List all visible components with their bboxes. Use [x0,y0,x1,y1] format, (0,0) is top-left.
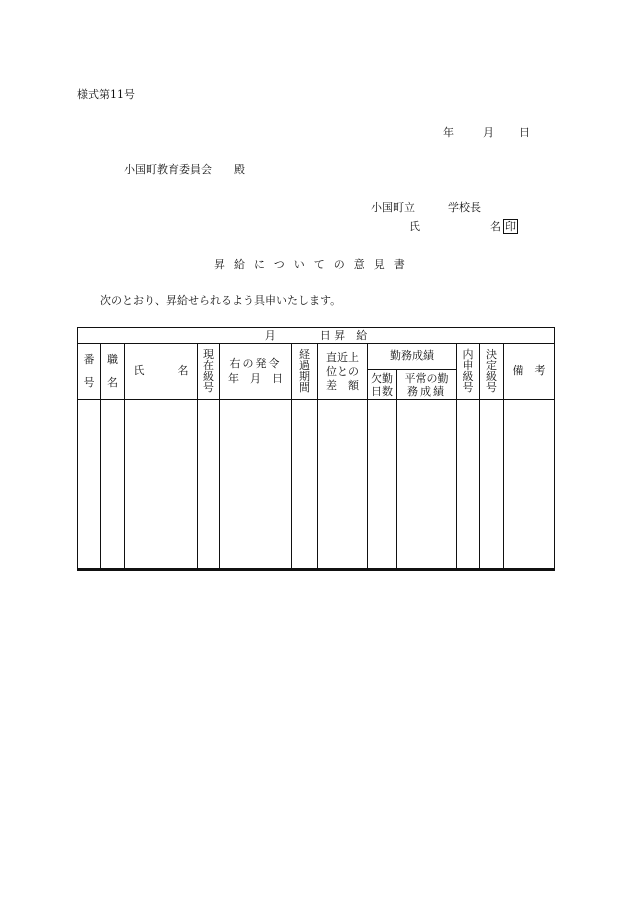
date-year: 年 [443,126,454,139]
col-elapsed-char: 期 [299,370,310,383]
date-day: 日 [519,126,530,139]
date-month: 月 [483,126,494,139]
name-label-1: 氏 [409,220,420,233]
col-attendance: 勤務成績 [390,349,434,362]
col-decided-char: 定 [486,359,497,372]
document-title: 昇給についての意見書 [214,258,414,271]
col-diff [318,343,367,399]
col-internal-char: 申 [462,359,474,372]
col-internal-char: 号 [462,381,474,394]
bottom-rule [77,568,555,571]
col-order-top: 右の発令 [229,357,282,370]
col-diff-bottom: 差 額 [326,378,359,392]
col-elapsed-char: 過 [299,359,310,372]
col-order-bottom: 年 月 日 [228,372,283,385]
col-elapsed-char: 経 [299,348,310,361]
col-internal-char: 級 [462,370,474,383]
col-absence-days [368,370,396,399]
col-internal-char: 内 [462,348,474,361]
col-grade-char: 級 [203,370,214,383]
col-elapsed-char: 間 [299,381,310,394]
col-diff-mid: 位との [326,364,359,378]
col-grade-char: 現 [203,348,214,361]
col-grade-char: 号 [203,381,214,394]
col-decided-grade [480,343,503,399]
col-elapsed [292,343,317,399]
col-absence-top: 欠勤 [371,371,393,385]
school-principal: 小国町立 学校長 [371,201,481,214]
col-number-char: 号 [83,376,95,389]
col-absence-bottom: 日数 [371,384,393,398]
col-number-char: 番 [83,353,95,366]
name-line [409,218,518,234]
col-remarks: 備 考 [512,364,546,377]
form-number: 様式第11号 [77,88,135,101]
col-regular-performance [397,370,456,399]
addressee: 小国町教育委員会 殿 [124,163,245,176]
col-name: 氏 名 [133,364,189,377]
col-internal-grade [457,343,479,399]
date-line [443,124,530,140]
salary-table [77,327,555,570]
body-text: 次のとおり、昇給せられるよう具申いたします。 [100,294,342,307]
col-regular-bottom: 務成績 [407,384,446,398]
col-decided-char: 決 [486,348,497,361]
name-label-2: 名 [490,220,501,233]
col-order-date [220,343,291,399]
col-current-grade [198,343,219,399]
col-decided-char: 級 [486,370,497,383]
col-position [101,343,124,399]
col-decided-char: 号 [486,381,497,394]
table-body[interactable] [78,400,554,568]
header-salary-date: 月 日 昇 給 [264,328,368,342]
col-regular-top: 平常の勤 [404,371,449,385]
col-grade-char: 在 [203,359,214,372]
col-number [78,343,100,399]
seal-mark: 印 [505,220,516,233]
col-position-char: 名 [107,376,118,389]
col-position-char: 職 [107,353,118,366]
col-diff-top: 直近上 [326,350,359,364]
